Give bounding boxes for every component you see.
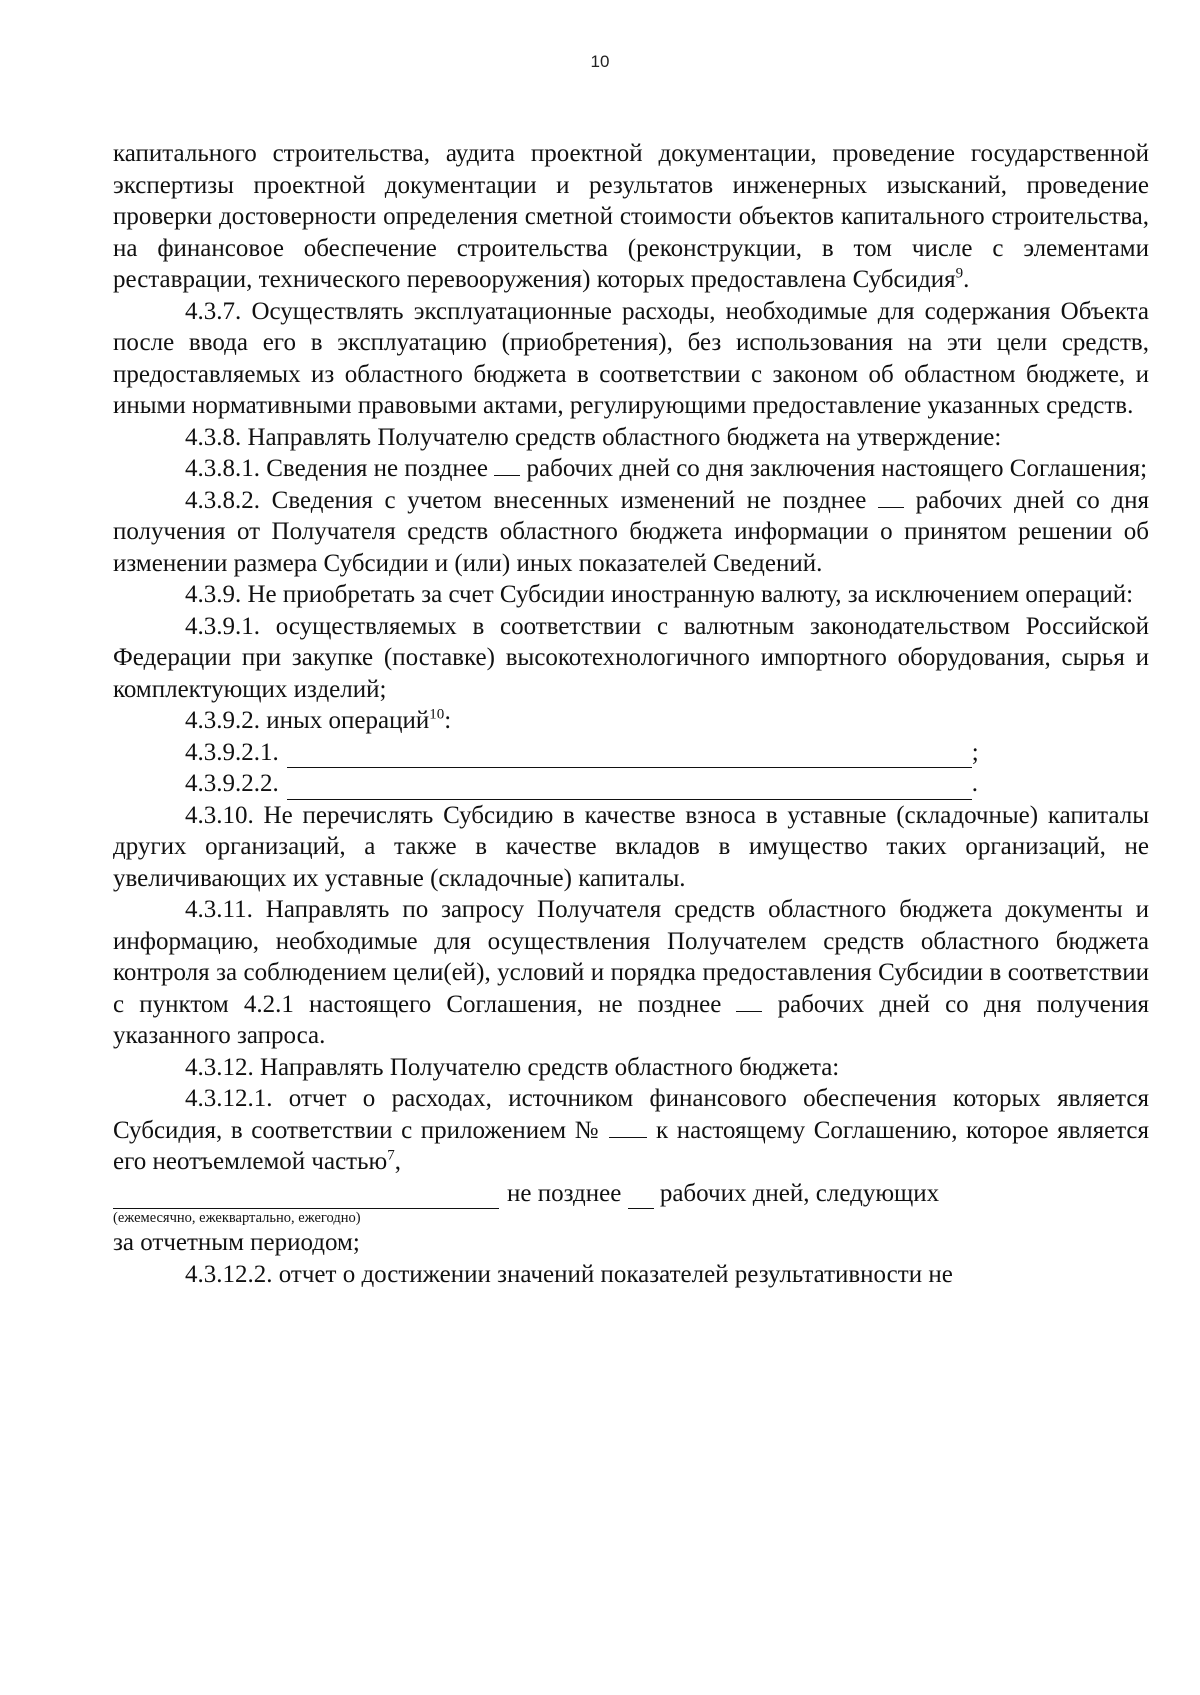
clause-4-3-8-1: 4.3.8.1. Сведения не позднее рабочих дней со дня заключения настоящего Соглашения; (185, 455, 1148, 482)
blank-days-field[interactable] (494, 455, 520, 476)
clause-4-3-9: 4.3.9. Не приобретать за счет Субсидии иностранную валюту, за исключением операций: (185, 581, 1134, 608)
footnote-ref: 9 (955, 265, 964, 282)
clause-4-3-7: 4.3.7. Осуществлять эксплуатационные расходы, необходимые для содержания Объекта после ввода его в эксплуатацию (приобретения), без использования на эти цели средств, предоставляемых из областного бюджета в соответствии с законом об областном бюджете, и иными нормативными правовыми актами, регулирующими предоставление указанных средств. (113, 297, 1149, 419)
blank-appendix-number-field[interactable] (609, 1117, 647, 1138)
footnote-ref: 7 (387, 1147, 395, 1164)
blank-days-field[interactable] (736, 991, 762, 1012)
clause-4-3-9-2-1: 4.3.9.2.1. ; (185, 737, 1149, 769)
blank-operation-field[interactable] (287, 775, 972, 800)
reporting-period-row: не позднее рабочих дней, следующих (113, 1178, 1149, 1210)
clause-4-3-9-1: 4.3.9.1. осуществляемых в соответствии с валютным законодательством Российской Федерации при закупке (поставке) высокотехнологичного импортного оборудования, сырья и комплектующих изделий; (113, 612, 1149, 703)
footnote-ref: 10 (429, 706, 445, 723)
clause-4-3-12: 4.3.12. Направлять Получателю средств областного бюджета: (185, 1053, 840, 1081)
blank-days-field[interactable] (878, 487, 904, 508)
clause-4-3-9-2-2: 4.3.9.2.2. . (185, 768, 1149, 800)
clause-4-3-12-1: 4.3.12.1. отчет о расходах, источником финансового обеспечения которых является Субсидия, в соответствии с приложением № к настоящему Соглашению, которое является его неотъемлемой частью$^7$, (113, 1085, 1150, 1175)
blank-operation-field[interactable] (287, 743, 972, 768)
document-body (113, 138, 1149, 1290)
clause-4-3-12-2: 4.3.12.2. отчет о достижении значений показателей результативности не (185, 1260, 953, 1288)
clause-4-3-8-2: 4.3.8.2. Сведения с учетом внесенных изменений не позднее рабочих дней со дня получения от Получателя средств областного бюджета информации о принятом решении об изменении размера Субсидии и (или) иных показателей Сведений. (113, 486, 1150, 577)
clause-4-3-9-2: 4.3.9.2. иных операций$^{10}$: (185, 706, 452, 734)
clause-4-3-8: 4.3.8. Направлять Получателю средств областного бюджета на утверждение: (185, 423, 1002, 451)
period-caption: (ежемесячно, ежеквартально, ежегодно) (113, 1210, 361, 1226)
clause-4-3-11: 4.3.11. Направлять по запросу Получателя средств областного бюджета документы и информацию, необходимые для осуществления Получателем средств областного бюджета контроля за соблюдением цели(ей), условий и порядка предоставления Субсидии в соответствии с пунктом 4.2.1 настоящего Соглашения, не позднее рабочих дней со дня получения указанного запроса. (113, 896, 1150, 1049)
blank-days-field[interactable] (628, 1188, 654, 1209)
clause-4-3-10: 4.3.10. Не перечислять Субсидию в качестве взноса в уставные (складочные) капиталы других организаций, а также в качестве вкладов в имущество таких организаций, не увеличивающих их уставные (складочные) капиталы. (113, 801, 1149, 892)
page-number: 10 (590, 52, 610, 71)
period-continuation: за отчетным периодом; (113, 1229, 360, 1256)
blank-period-field[interactable] (113, 1184, 499, 1209)
paragraph-continuation: капитального строительства, аудита проектной документации, проведение государственной экспертизы проектной документации и результатов инженерных изысканий, проведение проверки достоверности определения сметной стоимости объектов капитального строительства, на финансовое обеспечение строительства (реконструкции, в том числе с элементами реставрации, технического перевооружения) которых предоставлена Субсидия$^9$. (113, 140, 1149, 293)
